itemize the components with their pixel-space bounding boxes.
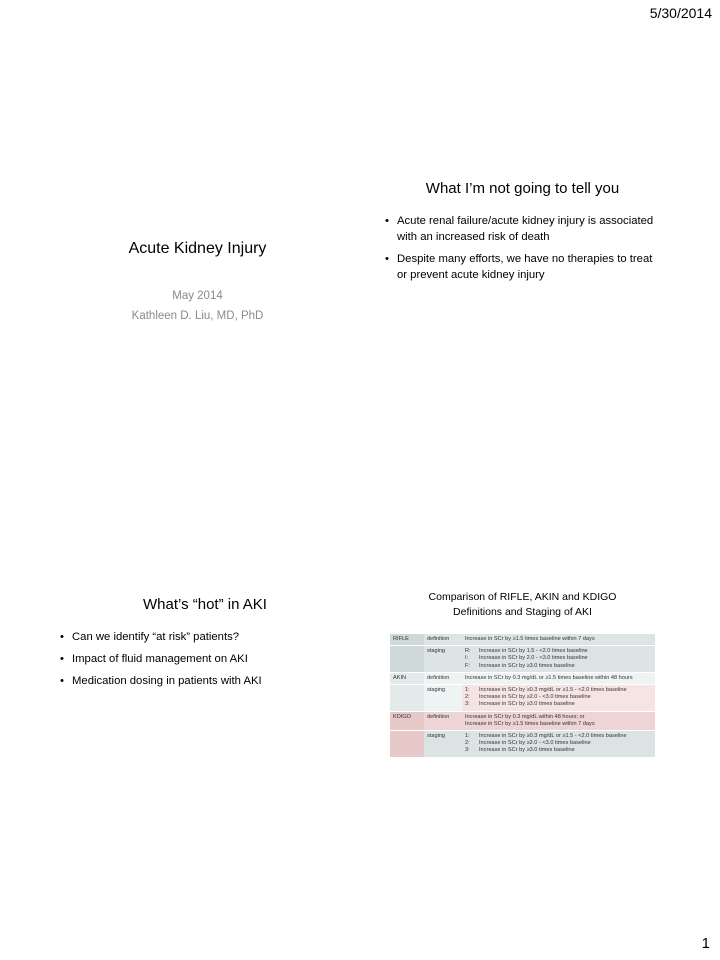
stage-line [465, 655, 652, 662]
kind-cell: definition [424, 634, 462, 646]
header-date: 5/30/2014 [649, 5, 712, 21]
kind-cell: definition [424, 711, 462, 730]
stage-line [465, 733, 652, 740]
scheme-cell [390, 731, 424, 757]
table-row [390, 731, 655, 757]
table-row [390, 634, 655, 646]
page-number: 1 [701, 935, 710, 952]
definition-line: Increase in SCr by 0.3 mg/dL within 48 hours; or [465, 713, 585, 720]
slide2-bullet-list [385, 213, 660, 283]
stage-key: R: [465, 648, 471, 655]
definition-cell: Increase in SCr by ≥1.5 times baseline within 7 days [462, 634, 655, 646]
scheme-cell: KDIGO [390, 711, 424, 730]
stage-text: Increase in SCr by ≥0.3 mg/dL or ≥1.5 - <2.0 times baseline [479, 733, 627, 740]
slide3-bullet: • Can we identify “at risk” patients? [60, 629, 350, 645]
scheme-cell [390, 646, 424, 673]
kind-cell: staging [424, 685, 462, 712]
stage-line [465, 740, 652, 747]
stage-key: F: [465, 662, 470, 669]
slide-whats-hot [60, 596, 350, 695]
slide2-title: What I’m not going to tell you [425, 180, 620, 197]
slide-comparison [390, 590, 655, 757]
kind-cell: definition [424, 672, 462, 684]
staging-cell [462, 646, 655, 673]
stage-text: Increase in SCr by ≥3.0 times baseline [479, 662, 575, 669]
stage-text: Increase in SCr by 2.0 - <3.0 times baseline [479, 655, 588, 662]
slide2-bullet: • Despite many efforts, we have no therapies to treat or prevent acute kidney injury [385, 251, 660, 283]
scheme-cell: AKIN [390, 672, 424, 684]
scheme-cell [390, 685, 424, 712]
slide3-bullet: • Impact of fluid management on AKI [60, 651, 350, 667]
slide3-title: What’s “hot” in AKI [143, 596, 267, 613]
comparison-table [390, 634, 655, 757]
table-row [390, 711, 655, 730]
stage-key: 1: [465, 687, 470, 694]
definition-line: Increase in SCr by ≥1.5 times baseline within 7 days [465, 720, 595, 727]
scheme-cell: RIFLE [390, 634, 424, 646]
definition-cell [462, 711, 655, 730]
kind-cell: staging [424, 646, 462, 673]
stage-text: Increase in SCr by ≥3.0 times baseline [479, 747, 575, 754]
table-row [390, 646, 655, 673]
definition-cell: Increase in SCr by 0.3 mg/dL or ≥1.5 times baseline within 48 hours [462, 672, 655, 684]
slide1-author: Kathleen D. Liu, MD, PhD [131, 310, 264, 322]
table-row [390, 672, 655, 684]
slide2-bullet: • Acute renal failure/acute kidney injury is associated with an increased risk of death [385, 213, 660, 245]
stage-line [465, 663, 652, 670]
stage-key: 1: [465, 733, 470, 740]
stage-key: 2: [465, 740, 470, 747]
stage-key: 2: [465, 694, 470, 701]
staging-cell [462, 685, 655, 712]
slide3-bullet-list [60, 629, 350, 689]
slide-not-going-to-tell [385, 180, 660, 289]
stage-key: 3: [465, 747, 470, 754]
stage-text: Increase in SCr by 1.5 - <2.0 times baseline [479, 648, 588, 655]
stage-line [465, 747, 652, 754]
stage-text: Increase in SCr by ≥2.0 - <3.0 times baseline [479, 694, 591, 701]
staging-cell [462, 731, 655, 757]
slide1-date: May 2014 [172, 290, 223, 302]
stage-text: Increase in SCr by ≥0.3 mg/dL or ≥1.5 - <2.0 times baseline [479, 687, 627, 694]
stage-text: Increase in SCr by ≥3.0 times baseline [479, 701, 575, 708]
slide4-title-line1: Comparison of RIFLE, AKIN and KDIGO [428, 591, 617, 603]
stage-line [465, 701, 652, 708]
slide-title [60, 240, 335, 326]
slide4-title [390, 590, 655, 620]
kind-cell: staging [424, 731, 462, 757]
stage-key: I: [465, 655, 469, 662]
stage-line [465, 687, 652, 694]
stage-key: 3: [465, 701, 470, 708]
slide1-title: Acute Kidney Injury [128, 240, 267, 257]
stage-line [465, 648, 652, 655]
stage-text: Increase in SCr by ≥2.0 - <3.0 times baseline [479, 740, 591, 747]
slide4-title-line2: Definitions and Staging of AKI [453, 606, 592, 618]
slide3-bullet: • Medication dosing in patients with AKI [60, 673, 350, 689]
stage-line [465, 694, 652, 701]
table-row [390, 685, 655, 712]
